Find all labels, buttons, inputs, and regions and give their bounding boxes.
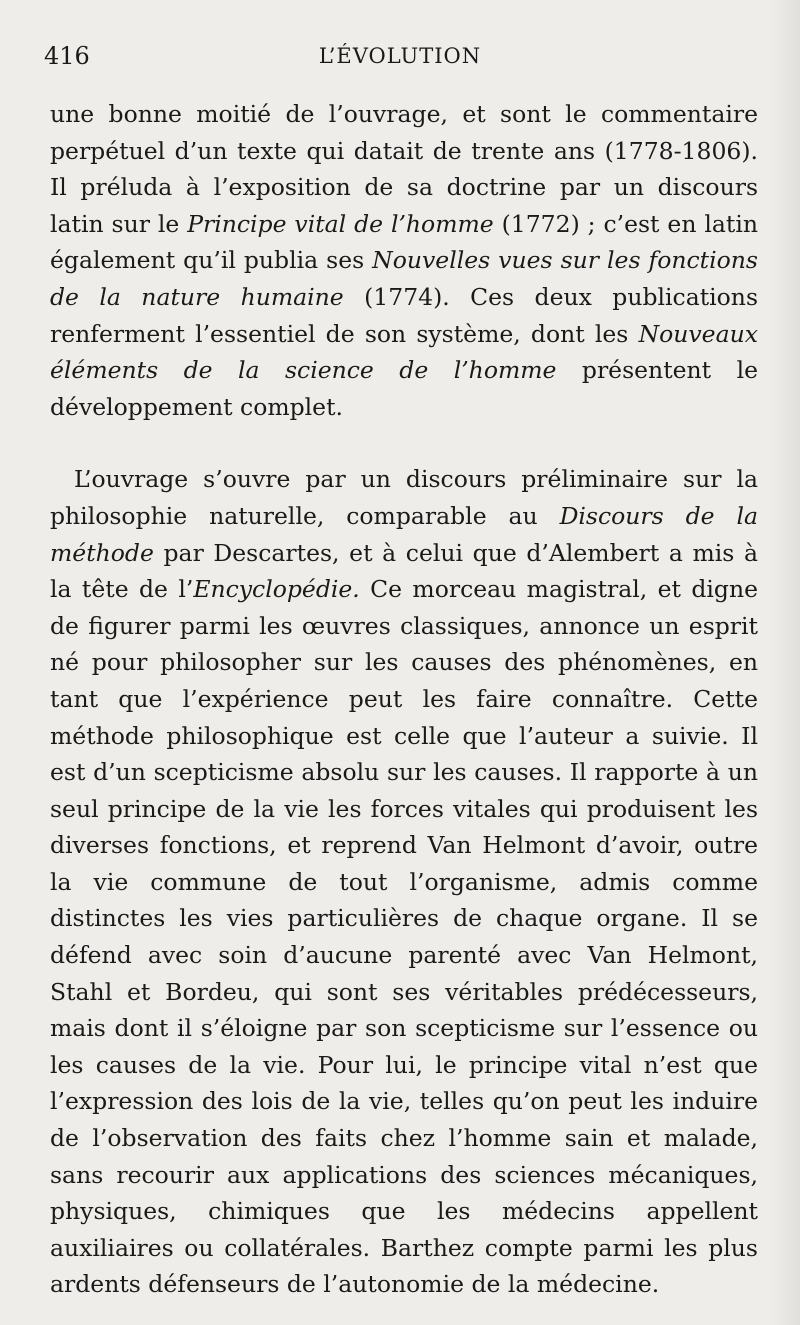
paragraph-2-text-3: Ce morceau magistral, et digne de figurer parmi les œuvres classiques, annonce un esprit né pour philosopher sur les causes des phénomènes, en tant que l’expérience peut les faire connaître. Cette méthode philosophique est celle que l’auteur a suivie. Il est d’un scepticisme absolu sur les causes. Il rapporte à un seul principe de la vie les forces vitales qui produisent les diverses fonctions, et reprend Van Helmont d’avoir, outre la vie commune de tout l’organisme, admis comme distinctes les vies particulières de chaque organe. Il se défend avec soin d’aucune parenté avec Van Helmont, Stahl et Bordeu, qui sont ses véritables prédécesseurs, mais dont il s’éloigne par son scepticisme sur l’essence ou les causes de la vie. Pour lui, le principe vital n’est que l’expression des lois de la vie, telles qu’on peut les induire de l’observation des faits chez l’homme sain et malade, sans recourir aux applications des sciences mécaniques, physiques, chimiques que les médecins appellent auxiliaires ou collatérales. Barthez compte parmi les plus ardents défenseurs de l’autonomie de la médecine.: [50, 575, 759, 1299]
paragraph-2-text-2: par Descartes, et à celui que d’Alembert a mis à la tête de l’: [50, 538, 758, 604]
paragraph-2-title-encyclopedie: Encyclopédie.: [193, 575, 360, 604]
paragraph-1-text-2: (1772) ; c’est en latin également qu’il publia ses: [50, 209, 758, 275]
body-text: [50, 96, 758, 1303]
paragraph-1-text-4: présentent le développement complet.: [50, 356, 758, 421]
page-header: [44, 42, 756, 78]
paragraph-2: [50, 461, 758, 1303]
paragraph-1-title-nouveaux-elements: Nouveaux éléments de la science de l’homme: [50, 319, 758, 385]
page-number: 416: [44, 42, 90, 70]
paragraph-1-title-nouvelles-vues: Nouvelles vues sur les fonctions de la nature humaine: [50, 246, 758, 311]
paragraph-2-title-discours: Discours de la méthode: [50, 501, 758, 567]
paragraph-1-text-1: une bonne moitié de l’ouvrage, et sont le commentaire perpétuel d’un texte qui datait de trente ans (1778-1806). Il préluda à l’exposition de sa doctrine par un discours latin sur le: [50, 100, 758, 238]
paragraph-1-text-3: (1774). Ces deux publications renferment l’essentiel de son système, dont les: [50, 282, 759, 348]
paragraph-1-title-principe-vital: Principe vital de l’homme: [187, 209, 494, 238]
paragraph-2-text-1: L’ouvrage s’ouvre par un discours préliminaire sur la philosophie naturelle, comparable au: [50, 465, 758, 530]
running-title: L’ÉVOLUTION: [318, 44, 482, 68]
page-edge-shadow: [770, 0, 800, 1325]
paragraph-1: [50, 96, 758, 425]
